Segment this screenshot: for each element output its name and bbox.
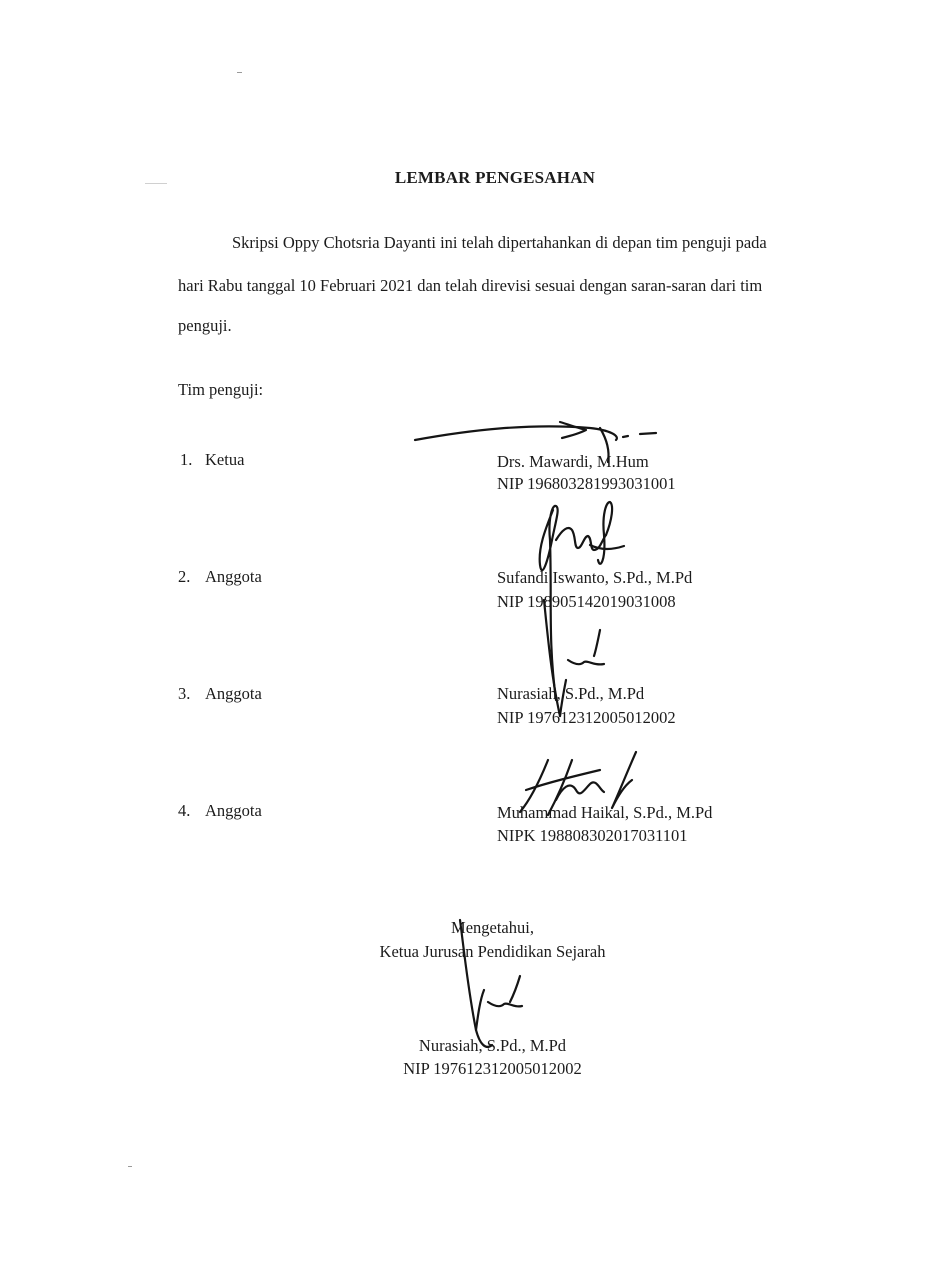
examiner-4-role: Anggota (205, 801, 262, 820)
paragraph-line-3: penguji. (178, 316, 232, 335)
examiner-1-role: Ketua (205, 450, 245, 469)
examiner-1-name: Drs. Mawardi, M.Hum (497, 452, 649, 471)
examiner-2-name: Sufandi Iswanto, S.Pd., M.Pd (497, 568, 693, 587)
paragraph-line-2: hari Rabu tanggal 10 Februari 2021 dan telah direvisi sesuai dengan saran-saran dari tim (178, 276, 763, 295)
examiner-1-number: 1. (180, 450, 193, 469)
examiner-3-id: NIP 197612312005012002 (497, 708, 676, 727)
examiner-1-id: NIP 196803281993031001 (497, 474, 676, 493)
signature-5 (460, 920, 522, 1047)
approval-id: NIP 197612312005012002 (403, 1059, 582, 1078)
examiner-3-role: Anggota (205, 684, 262, 703)
examiner-4-number: 4. (178, 801, 191, 820)
scan-speck (237, 72, 242, 73)
team-label: Tim penguji: (178, 380, 264, 399)
paragraph-line-1: Skripsi Oppy Chotsria Dayanti ini telah dipertahankan di depan tim penguji pada (232, 233, 767, 252)
approval-position: Ketua Jurusan Pendidikan Sejarah (379, 942, 606, 961)
examiner-4-name: Muhammad Haikal, S.Pd., M.Pd (497, 803, 713, 822)
examiner-2-role: Anggota (205, 567, 262, 586)
examiner-3-name: Nurasiah, S.Pd., M.Pd (497, 684, 645, 703)
examiner-3-number: 3. (178, 684, 191, 703)
approval-knowing: Mengetahui, (451, 918, 534, 937)
approval-name: Nurasiah, S.Pd., M.Pd (418, 1036, 567, 1055)
examiner-2-number: 2. (178, 567, 191, 586)
scan-speck (128, 1166, 132, 1167)
document-title: LEMBAR PENGESAHAN (394, 168, 596, 187)
examiner-2-id: NIP 198905142019031008 (497, 592, 676, 611)
examiner-4-id: NIPK 198808302017031101 (497, 826, 688, 845)
